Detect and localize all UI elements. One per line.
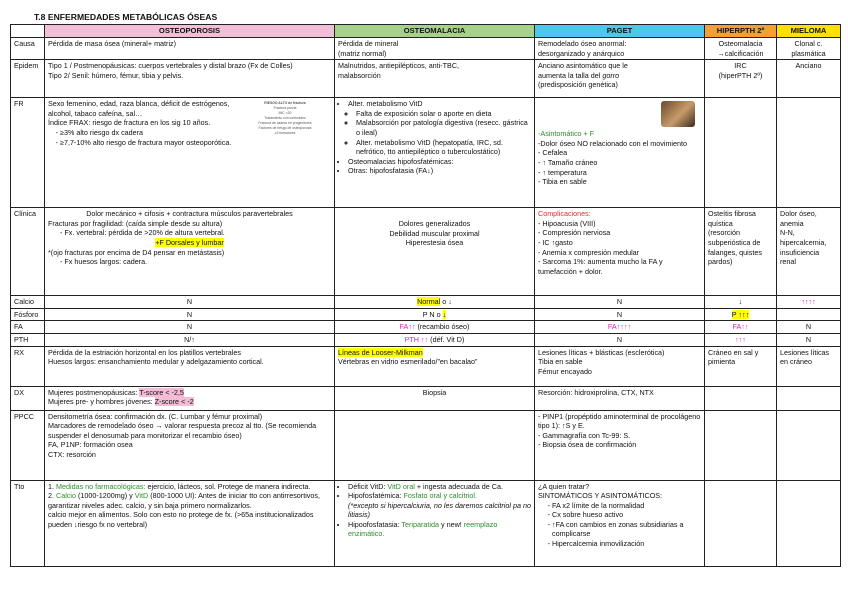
row-fosforo [11,308,841,321]
cell: Dolor mecánico + cifosis + contractura músculos paravertebrales Fracturas por fragilidad: (caída simple desde su altura) - Fx. vertebral: pérdida de >20% de altura vertebral. +F Dorsales y lumbar *(ojo fracturas por encima de D4 pensar en metástasis) - Fx huesos largos: cadera. [45,208,335,296]
cell: ↑↑↑↑ [777,296,841,309]
header-hiperpth: HIPERPTH 2º [705,25,777,38]
cell [777,410,841,480]
row-ppcc [11,410,841,480]
cell: Osteomalacia →calcificación [705,38,777,60]
cell: Anciano asintomático que le aumenta la talla del gorro (predisposición genética) [535,60,705,98]
cell: • Alter. metabolismo VitD ◦ Falta de exposición solar o aporte en dieta ◦ Malabsorción por patología digestiva (resecc. gástrica o ileal) ◦ Alter. metabolismo VitD (hepatopatía, IRC, sd. nefrótico, tto antiepiléptico o tuberculostático) • Osteomalacias hipofosfatémicas: • Otras: hipofosfatasia (FA↓) [335,98,535,208]
cell: - PINP1 (propéptido aminoterminal de procolágeno tipo 1): ↑S y E. - Gammagrafía con Tc-99: S. - Biopsia ósea de confirmación [535,410,705,480]
cell: ↓ [705,296,777,309]
cell: ↑↑↑ [705,333,777,346]
cell: Dolores generalizados Debilidad muscular proximal Hiperestesia ósea [335,208,535,296]
cell: Sexo femenino, edad, raza blanca, déficit de estrógenos, alcohol, tabaco cafeína, sal… Índice FRAX: riesgo de fractura en los sig 10 años. - ≥3% alto riesgo dx cadera - ≥7,7-10% alto riesgo de fractura mayor osteoporótica. RIESGO ALTO de fractura Fractura previa IMC <20 Tratamiento con corticoides Fractura de cadera en progenitores Factores de riesgo de osteoporosis ≥3 fumadores [45,98,335,208]
header-paget: PAGET [535,25,705,38]
cell: Tipo 1 / Postmenopáusicas: cuerpos vertebrales y distal brazo (Fx de Colles) Tipo 2/ Senil: húmero, fémur, tibia y pelvis. [45,60,335,98]
cell [705,386,777,410]
page-title: T.8 ENFERMEDADES METABÓLICAS ÓSEAS [34,12,218,22]
cell [777,386,841,410]
cell: Dolor óseo, anemia N-N, hipercalcemia, insuficiencia renal [777,208,841,296]
row-rx [11,346,841,386]
cell: Normal o ↓ [335,296,535,309]
cell: Anciano [777,60,841,98]
cell: P ↑↑↑ [705,308,777,321]
row-label: Tto [11,480,45,566]
cell: IRC (hiperPTH 2º) [705,60,777,98]
row-label: Causa [11,38,45,60]
cell: N [777,321,841,334]
cell: Líneas de Looser-Milkman Vértebras en vidrio esmerilado/”en bacalao” [335,346,535,386]
row-label: Calcio [11,296,45,309]
cell: Biopsia [335,386,535,410]
row-label: DX [11,386,45,410]
cell: N [45,308,335,321]
cell: Lesiones líticas en cráneo [777,346,841,386]
patient-photo [661,101,695,127]
header-mieloma: MIELOMA [777,25,841,38]
cell: Pérdida de la estriación horizontal en los platillos vertebrales Huesos largos: ensanchamiento medular y adelgazamiento cortical. [45,346,335,386]
cell: PTH ↑↑ (déf. Vit D) [335,333,535,346]
cell [705,98,777,208]
cell: Pérdida de mineral (matriz normal) [335,38,535,60]
disease-table [10,24,841,567]
corner-cell [11,25,45,38]
cell [705,410,777,480]
row-clinica [11,208,841,296]
cell: N [535,296,705,309]
cell: N [45,296,335,309]
row-calcio [11,296,841,309]
header-row [11,25,841,38]
row-label: Epidem [11,60,45,98]
row-label: FR [11,98,45,208]
cell: N [535,333,705,346]
row-label: PPCC [11,410,45,480]
cell: Osteítis fibrosa quística (resorción subperióstica de falanges, quistes pardos) [705,208,777,296]
cell [777,308,841,321]
cell: Cráneo en sal y pimienta [705,346,777,386]
row-pth [11,333,841,346]
cell [777,480,841,566]
row-epidem [11,60,841,98]
row-tto [11,480,841,566]
row-causa [11,38,841,60]
cell: Pérdida de masa ósea (mineral+ matriz) [45,38,335,60]
row-label: PTH [11,333,45,346]
cell: ¿A quien tratar? SINTOMÁTICOS Y ASINTOMÁTICOS: - FA x2 límite de la normalidad - Cx sobre hueso activo - ↑FA con cambios en zonas subsidiarias a complicarse - Hipercalcemia inmovilización [535,480,705,566]
cell: -Asintomático + F -Dolor óseo NO relacionado con el movimiento - Cefalea - ↑ Tamaño cráneo - ↑ temperatura - Tibia en sable [535,98,705,208]
row-dx [11,386,841,410]
cell: N [535,308,705,321]
header-osteomalacia: OSTEOMALACIA [335,25,535,38]
cell [335,410,535,480]
frax-thumbnail: RIESGO ALTO de fractura Fractura previa IMC <20 Tratamiento con corticoides Fractura de cadera en progenitores Factores de riesgo de osteoporosis ≥3 fumadores [258,101,312,135]
cell: P N o ↓ [335,308,535,321]
cell: • Déficit VitD: VitD oral + ingesta adecuada de Ca. • Hipofosfatémica: Fosfato oral y calcitriol. (*excepto si hipercalciuria, no les daremos calcitriol pa no litiasis) • Hipoofosfatasia: Teriparatida y new! reemplazo enzimático. [335,480,535,566]
row-fr [11,98,841,208]
cell: N [45,321,335,334]
row-fa [11,321,841,334]
row-label: RX [11,346,45,386]
cell: FA↑↑ (recambio óseo) [335,321,535,334]
cell: FA↑↑ [705,321,777,334]
cell: N [777,333,841,346]
cell: Lesiones líticas + blásticas (esclerótica) Tibia en sable Fémur encayado [535,346,705,386]
cell: Mujeres postmenopáusicas: T-score < -2,5 Mujeres pre- y hombres jóvenes: Z-score < -2 [45,386,335,410]
row-label: Fósforo [11,308,45,321]
cell: Clonal c. plasmática [777,38,841,60]
cell: Resorción: hidroxiprolina, CTX, NTX [535,386,705,410]
cell: Remodelado óseo anormal: desorganizado y anárquico [535,38,705,60]
cell: FA↑↑↑↑ [535,321,705,334]
row-label: Clínica [11,208,45,296]
cell: N/↑ [45,333,335,346]
cell: Densitometría ósea: confirmación dx. (C. Lumbar y fémur proximal) Marcadores de remodelado óseo → valorar respuesta precoz al tto. (Se recomienda suspender el denosumab para monitorizar el recambio óseo) FA, P1NP: formación osea CTX: resorción [45,410,335,480]
cell: Malnutridos, antiepilépticos, anti-TBC, malabsorción [335,60,535,98]
cell [777,98,841,208]
cell: Complicaciones: - Hipoacusia (VIII) - Compresión nerviosa - IC ↑gasto - Anemia x compresión medular - Sarcoma 1%: aumenta mucho la FA y tumefacción + dolor. [535,208,705,296]
header-osteoporosis: OSTEOPOROSIS [45,25,335,38]
row-label: FA [11,321,45,334]
cell: 1. Medidas no farmacológicas: ejercicio, lácteos, sol. Protege de manera indirecta. 2. Calcio (1000-1200mg) y VitD (800-1000 UI): Antes de iniciar tto con antirresortivos, garantizar niveles adec. calcio, y sin baja primero normalizarlos. calcio mejor en alimentos. Solo con esto no protege de fx. (>65a institucionalizados pueden ↓riesgo fx no vertebral) [45,480,335,566]
cell [705,480,777,566]
